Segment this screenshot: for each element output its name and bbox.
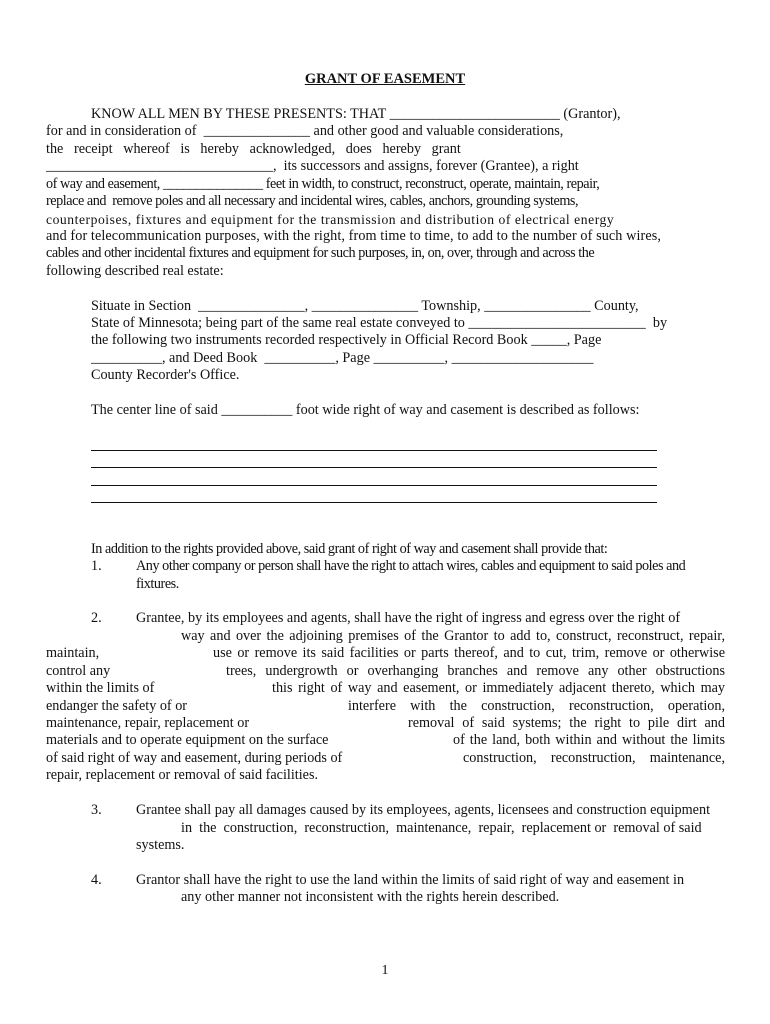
situate-line: State of Minnesota; being part of the same real estate conveyed to _________________________ by	[91, 315, 668, 331]
clause-2-line: repair, replacement or removal of said facilities.	[46, 767, 319, 783]
clause-number: 4.	[91, 872, 102, 888]
intro-line: KNOW ALL MEN BY THESE PRESENTS: THAT ________________________ (Grantor),	[91, 106, 621, 122]
clause-number: 2.	[91, 610, 102, 626]
clause-2-left-fragment: maintain,	[46, 645, 100, 661]
intro-line: of way and easement, _______________ feet in width, to construct, reconstruct, operate, maintain, repair,	[46, 176, 600, 192]
rights-intro: In addition to the rights provided above, said grant of right of way and casement shall provide that:	[91, 541, 608, 557]
clause-1-line: fixtures.	[136, 576, 179, 592]
clause-2-left-fragment: materials and to operate equipment on the surface	[46, 732, 329, 748]
clause-2-right-fragment: use or remove its said facilities or parts thereof, and to cut, trim, remove or otherwise	[213, 645, 725, 661]
intro-line: ________________________________, its successors and assigns, forever (Grantee), a right	[46, 158, 579, 174]
clause-2-right-fragment: construction, reconstruction, maintenance,	[463, 750, 725, 766]
clause-2-right-fragment: removal of said systems; the right to pile dirt and	[408, 715, 725, 731]
clause-4-line: any other manner not inconsistent with the rights herein described.	[181, 889, 560, 905]
blank-description-line	[91, 467, 657, 468]
page-number: 1	[381, 963, 389, 978]
clause-number: 3.	[91, 802, 102, 818]
intro-line: and for telecommunication purposes, with the right, from time to time, to add to the number of such wires,	[46, 228, 662, 244]
clause-2-left-fragment: maintenance, repair, replacement or	[46, 715, 250, 731]
clause-2-right-fragment: interfere with the construction, reconstruction, operation,	[347, 698, 725, 714]
clause-2-left-fragment: of said right of way and easement, during periods of	[46, 750, 343, 766]
blank-description-line	[91, 485, 657, 486]
situate-line: Situate in Section _______________, _______________ Township, _______________ County,	[91, 298, 639, 314]
situate-line: County Recorder's Office.	[91, 367, 240, 383]
clause-2-right-fragment: this right of way and easement, or immediately adjacent thereto, which may	[272, 680, 725, 696]
intro-line: cables and other incidental fixtures and equipment for such purposes, in, on, over, through and across the	[46, 245, 595, 261]
center-line-text: The center line of said __________ foot wide right of way and casement is described as follows:	[91, 402, 640, 418]
intro-line: counterpoises, fixtures and equipment for the transmission and distribution of electrical energy	[46, 212, 615, 227]
clause-2-line: way and over the adjoining premises of the Grantor to add to, construct, reconstruct, repair,	[181, 628, 725, 644]
clause-2-right-fragment: trees, undergrowth or overhanging branches and remove any other obstructions	[226, 663, 725, 679]
clause-3-line: Grantee shall pay all damages caused by its employees, agents, licensees and construction equipment	[136, 802, 711, 818]
blank-description-line	[91, 450, 657, 451]
clause-2-left-fragment: endanger the safety of or	[46, 698, 188, 714]
clause-4-line: Grantor shall have the right to use the land within the limits of said right of way and easement in	[136, 872, 685, 888]
intro-line: the receipt whereof is hereby acknowledged, does hereby grant	[46, 141, 461, 157]
intro-line: replace and remove poles and all necessary and incidental wires, cables, anchors, grounding systems,	[46, 193, 579, 209]
blank-description-line	[91, 502, 657, 503]
clause-2-left-fragment: within the limits of	[46, 680, 155, 696]
clause-1-line: Any other company or person shall have the right to attach wires, cables and equipment to said poles and	[136, 558, 686, 574]
clause-number: 1.	[91, 558, 102, 574]
situate-line: __________, and Deed Book __________, Page __________, ____________________	[91, 350, 594, 366]
document-title: GRANT OF EASEMENT	[304, 71, 466, 87]
clause-3-line: systems.	[136, 837, 185, 853]
clause-2-line: Grantee, by its employees and agents, shall have the right of ingress and egress over the right of	[136, 610, 681, 626]
intro-line: for and in consideration of _______________ and other good and valuable considerations,	[46, 123, 564, 139]
intro-line: following described real estate:	[46, 263, 224, 279]
clause-2-right-fragment: of the land, both within and without the limits	[453, 732, 725, 748]
clause-2-left-fragment: control any	[46, 663, 111, 679]
clause-3-line: in the construction, reconstruction, maintenance, repair, replacement or removal of said	[181, 820, 702, 836]
situate-line: the following two instruments recorded respectively in Official Record Book _____, Page	[91, 332, 602, 348]
